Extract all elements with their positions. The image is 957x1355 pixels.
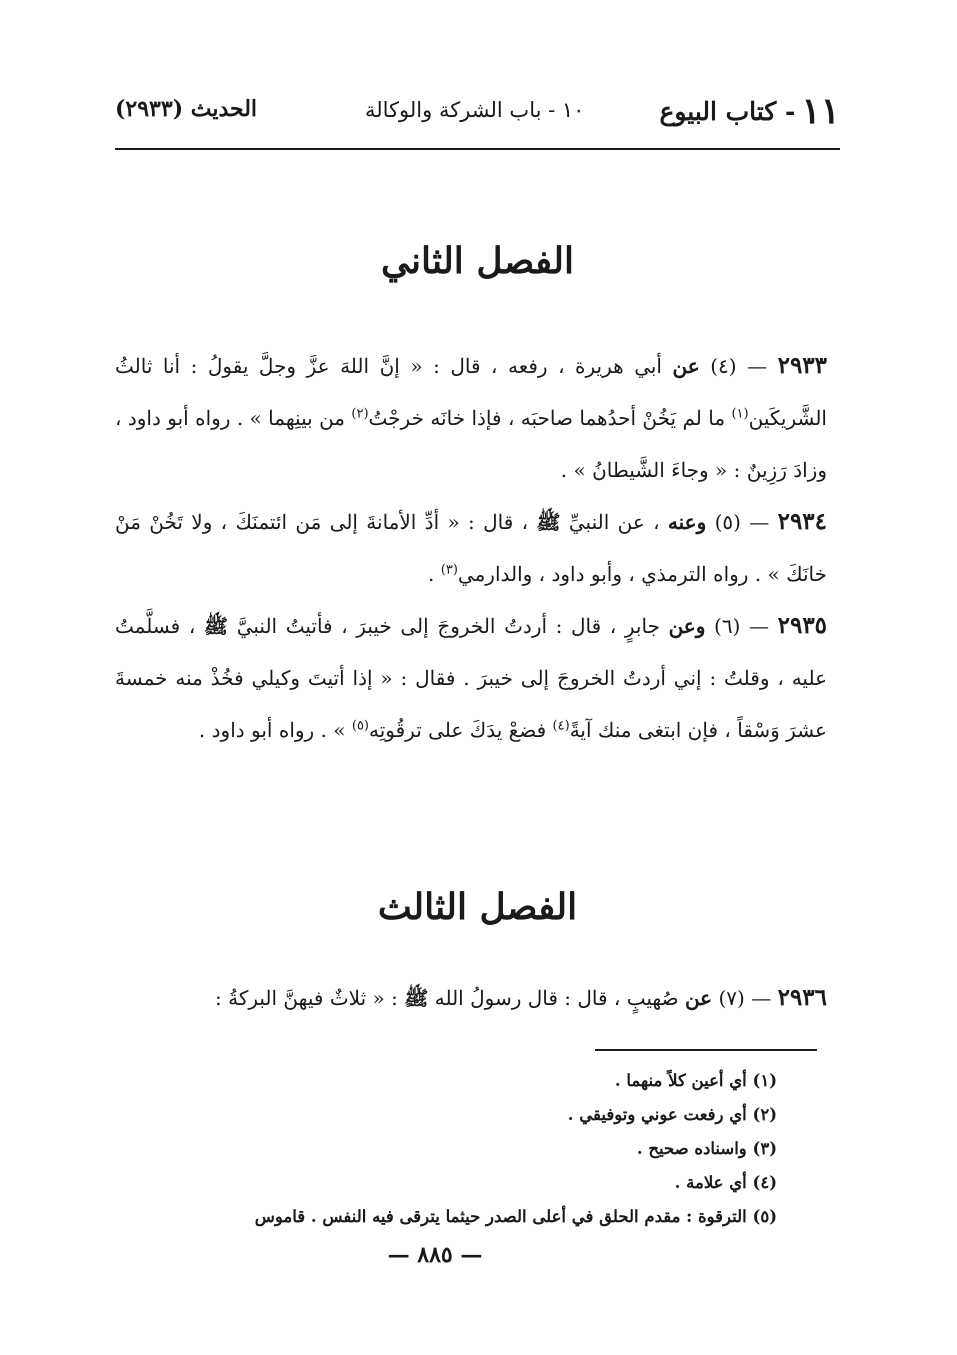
hadith-2935 <box>115 600 827 756</box>
hadith-number: ٢٩٣٦ <box>777 984 827 1011</box>
hadith-ref: — (٧) <box>718 986 772 1010</box>
hadith-number: ٢٩٣٣ <box>777 352 828 379</box>
running-header <box>115 88 840 140</box>
salutation-glyph: ﷺ <box>203 614 229 638</box>
hadith-text-cont: ما لم يَخُنْ أحدُهما صاحبَه ، فإذا خانَه خرجْتُ <box>368 406 726 430</box>
footnote-1: (١) أي أعين كلاً منهما . <box>614 1071 777 1090</box>
hadith-attribution: وعن <box>668 614 706 638</box>
page-number: — ٨٨٥ — <box>387 1242 483 1268</box>
hadith-range: الحديث (٢٩٣٣) <box>115 96 258 122</box>
hadith-text-cont: ، فسلَّمتُ عليه ، وقلتُ : إني أردتُ الخروجَ إلى خيبرَ . فقال : « إذا أتيتَ وكيلي فخُذْ منه خمسةَ عشرَ وَسْقاً ، فإن ابتغى منك آيةً <box>115 614 827 742</box>
hadith-text-cont: فضعْ يدَكَ على ترقُوتِه <box>369 718 547 742</box>
hadith-text: صُهيبٍ ، قال : قال رسولُ الله <box>434 986 679 1010</box>
hadith-attribution: وعنه <box>667 510 707 534</box>
hadith-2934 <box>115 496 827 600</box>
hadith-text: جابرٍ ، قال : أردتُ الخروجَ إلى خيبرَ ، فأتيتُ النبيَّ <box>236 614 660 638</box>
hadith-text: أبي هريرة ، رفعه ، قال : « إنَّ اللهَ عزَّ وجلَّ يقولُ : أنا ثالثُ الشَّريكَين <box>115 354 827 430</box>
footnote-5: (٥) الترقوة : مقدم الحلق في أعلى الصدر حيثما يترقى فيه النفس . قاموس <box>254 1207 777 1226</box>
section-heading: ١٠ - باب الشركة والوكالة <box>365 98 585 122</box>
section-second-body <box>115 340 827 756</box>
footnote-ref-1: (١) <box>731 406 749 422</box>
footnote-4: (٤) أي علامة . <box>674 1173 777 1192</box>
chapter-title: - كتاب البيوع <box>659 97 796 126</box>
section-title-second: الفصل الثاني <box>380 240 575 282</box>
hadith-attribution: عن <box>672 354 700 378</box>
hadith-text-cont: : « ثلاثٌ فيهنَّ البركةُ : <box>215 986 398 1010</box>
hadith-text: ، عن النبيِّ <box>568 510 660 534</box>
hadith-ref: — (٤) <box>710 354 768 378</box>
salutation-glyph: ﷺ <box>536 510 561 534</box>
footnote-ref-5: (٥) <box>351 718 369 734</box>
salutation-glyph: ﷺ <box>404 986 429 1010</box>
hadith-text-cont: » . رواه أبو داود . <box>198 718 346 742</box>
hadith-text-cont: من بينِهما » . رواه أبو داود ، وزادَ رَزِينٌ : « وجاءَ الشَّيطانُ » . <box>115 406 827 482</box>
header-rule <box>115 148 840 150</box>
hadith-ref: — (٥) <box>714 510 770 534</box>
hadith-number: ٢٩٣٥ <box>777 612 828 639</box>
section-third-body <box>115 972 827 1024</box>
footnote-rule <box>595 1049 817 1051</box>
section-title-third: الفصل الثالث <box>377 886 578 928</box>
footnote-2: (٢) أي رفعت عوني وتوفيقي . <box>567 1105 777 1124</box>
chapter-heading <box>659 90 840 132</box>
hadith-attribution: عن <box>684 986 713 1010</box>
footnote-3: (٣) واسناده صحيح . <box>636 1139 777 1158</box>
footnotes <box>217 1064 777 1234</box>
hadith-ref: — (٦) <box>714 614 769 638</box>
footnote-ref-4: (٤) <box>552 718 570 734</box>
hadith-2933 <box>115 340 827 496</box>
hadith-2936 <box>115 972 827 1024</box>
hadith-text-cont: ، قال : « أدِّ الأمانةَ إلى مَن ائتمنَكَ ، ولا تَخُنْ مَنْ خانَكَ » . رواه الترمذي ، وأبو داود ، والدارمي <box>115 510 827 586</box>
footnote-ref-2: (٢) <box>351 406 369 422</box>
hadith-number: ٢٩٣٤ <box>777 508 828 535</box>
chapter-number: ١١ <box>801 90 840 132</box>
footnote-ref-3: (٣) <box>440 562 458 578</box>
hadith-text-cont: . <box>428 562 435 586</box>
